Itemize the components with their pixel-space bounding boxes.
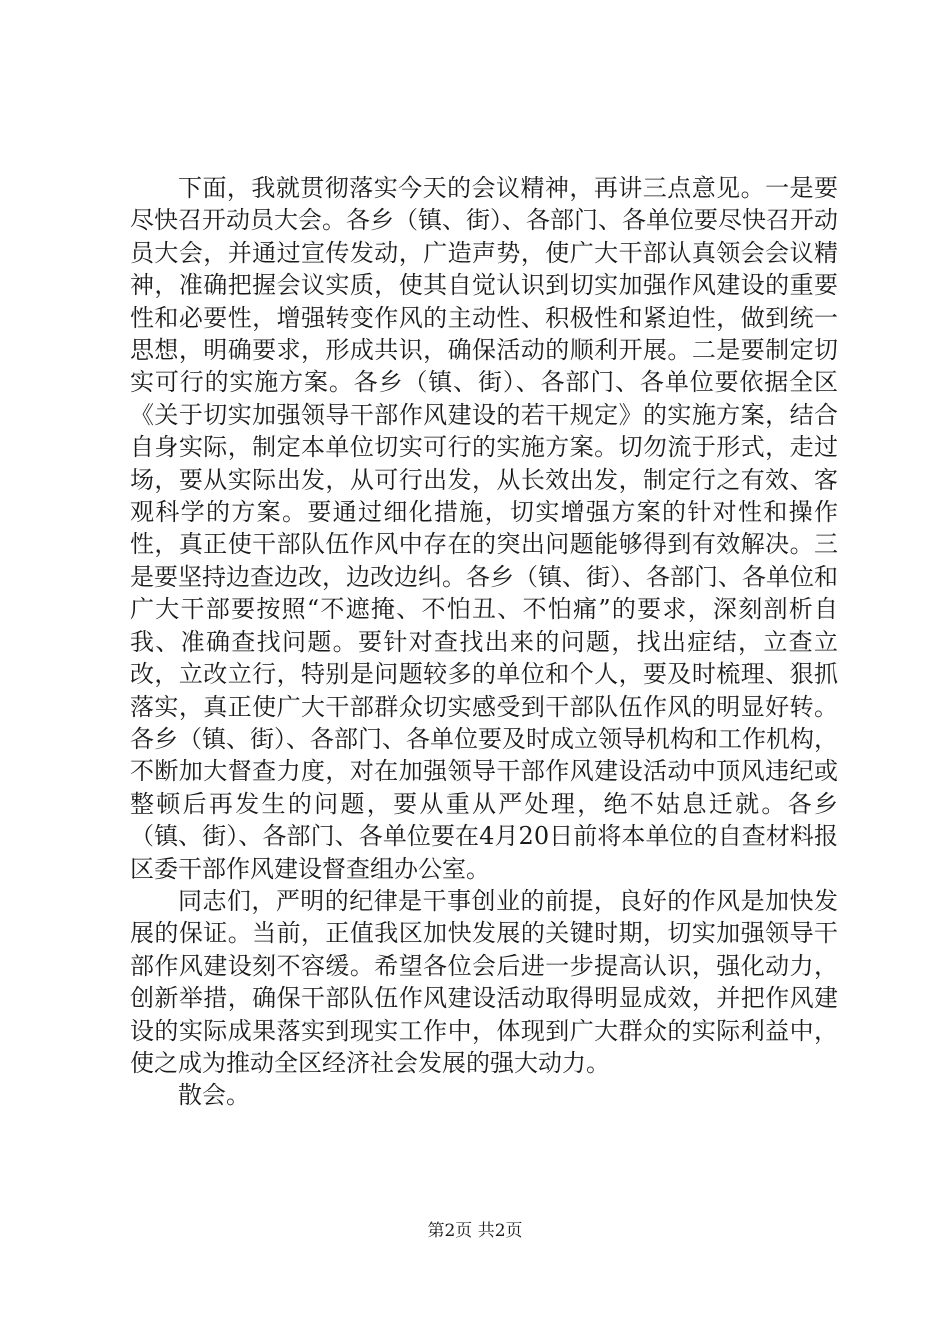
document-body: [130, 172, 838, 1112]
paragraph-3: 散会。: [178, 1081, 250, 1110]
paragraph-2: 同志们，严明的纪律是干事创业的前提，良好的作风是加快发展的保证。当前，正值我区加快发展的关键时期，切实加强领导干部作风建设刻不容缓。希望各位会后进一步提高认识，强化动力，创新举措，确保干部队伍作风建设活动取得明显成效，并把作风建设的实际成果落实到现实工作中，体现到广大群众的实际利益中，使之成为推动全区经济社会发展的强大动力。: [130, 886, 838, 1077]
page-number-footer: 第2页 共2页: [427, 1221, 523, 1241]
paragraph-1: 下面，我就贯彻落实今天的会议精神，再讲三点意见。一是要尽快召开动员大会。各乡（镇、街）、各部门、各单位要尽快召开动员大会，并通过宣传发动，广造声势，使广大干部认真领会会议精神，准确把握会议实质，使其自觉认识到切实加强作风建设的重要性和必要性，增强转变作风的主动性、积极性和紧迫性，做到统一思想，明确要求，形成共识，确保活动的顺利开展。二是要制定切实可行的实施方案。各乡（镇、街）、各部门、各单位要依据全区《关于切实加强领导干部作风建设的若干规定》的实施方案，结合自身实际，制定本单位切实可行的实施方案。切勿流于形式，走过场，要从实际出发，从可行出发，从长效出发，制定行之有效、客观科学的方案。要通过细化措施，切实增强方案的针对性和操作性，真正使干部队伍作风中存在的突出问题能够得到有效解决。三是要坚持边查边改，边改边纠。各乡（镇、街）、各部门、各单位和广大干部要按照“不遮掩、不怕丑、不怕痛”的要求，深刻剖析自我、准确查找问题。要针对查找出来的问题，找出症结，立查立改，立改立行，特别是问题较多的单位和个人，要及时梳理、狠抓落实，真正使广大干部群众切实感受到干部队伍作风的明显好转。各乡（镇、街）、各部门、各单位要及时成立领导机构和工作机构，不断加大督查力度，对在加强领导干部作风建设活动中顶风违纪或整顿后再发生的问题，要从重从严处理，绝不姑息迁就。各乡（镇、街）、各部门、各单位要在4月20日前将本单位的自查材料报区委干部作风建设督查组办公室。: [130, 174, 838, 883]
